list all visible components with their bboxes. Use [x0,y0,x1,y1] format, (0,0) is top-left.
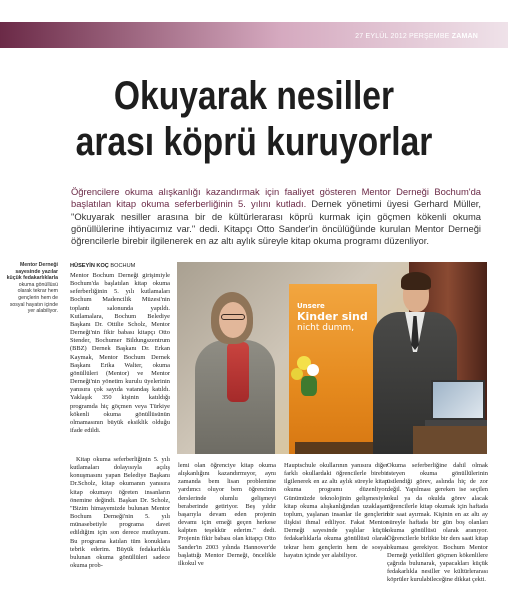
article-column-4 [387,462,488,600]
banner-line-2: Kinder sind [297,310,368,323]
byline-location: BOCHUM [110,263,136,269]
article-paragraph: Mentor Bochum Derneği girişimiyle Bochum'da başlatılan kitap okuma seferberliğinin 5. yılı kutlamaları Bochum Madencilik Müzesi'nin toplantı salonunda yapıldı. Kutlamalara, Bochum Belediye Başkanı Dr. Ottilie Scholz, Mentor Derneği'nin fikir babası kitapçı Otto Stender, Bochumer Bildungszentrum (BBZ) Dernek Başkanı Dr. Erkan Kaymak, Mentor Bochum Dernek Başkanı Erika Walter, okuma gönüllüleri (Mentor) ve Mentor Derneği'nin yönetim kurulu üyelerinin yanısıra çok sayıda vatandaş katıldı. Yaklaşık 350 kişinin katıldığı programda hiç göçmen veya Türkiye kökenli okuma gönüllüsünün olmamasının büyük eksiklik olduğu ifade edildi. [70,272,170,434]
article-paragraph: Hauptschule okullarının yanısıra diğer farklı okullardaki öğrencilerle birebir ilgilenerek en az altı aylık süreyle kitap okuma programı düzenliyor. Günümüzde teknolojinin gelişmesiyle kitap okuma alışkanlığından uzaklaşan toplum, yaşlanan insanlar ile gençlerin ilişkisi ihmal ediliyor. Fakat Mentor Derneği sayesinde yaşlılar küçük fedakarlıklarla okuma gönüllüsü olarak tekrar hem gençlerin hem de sosyal hayatın içinde yer alabiliyor. [284,462,388,559]
headline-line-2: arası köprü kuruyorlar [75,120,433,164]
issue-date [355,33,478,40]
byline [70,263,135,269]
article-paragraph: Okuma seferberliğine dahil olmak isteyen okuma gönüllülerinin üstlendiği görev, aslında hiç de zor değil. Yapılması gereken ise seçilen okul ya da okulda görev alacak öğrencilerle kitap okumak için haftada bir saat ayırmak. Kişinin en az altı ay süreyle haftada bir gün boş olanları okuma gönüllüsü olarak aranıyor. Öğrencilerle birlikte bir ders saati kitap okuması gerekiyor. Bochum Mentor Derneği yetkilileri göçmen kökenlilere çağrıda bulunarak, yapacakları küçük fedakarlıkla nesiller ve kültürlerarası köprüler kurulabileceğine dikkat çekti. [387,462,488,584]
article-paragraph: Kitap okuma seferberliğinin 5. yılı kutlamaları dolayısıyla açılış konuşmasını yapan Belediye Başkanı Dr.Scholz, kitap okumanın yanısıra kitap okumayı öğreten insanların önemine değindi. Başkan Dr. Scholz, "Bizim himayemizde bulunan Mentor Bochum Derneği'nin 5. yılı münasebetiyle programa davet edildiğim için son derece mutluyum. Bu programa katılan tüm konuklara tebrik ederim. Büyük fedakarlıkla bulunan okuma gönüllüleri sadece okuma prob- [70,456,170,570]
byline-author: HÜSEYİN KOÇ [70,263,109,269]
banner-text [297,302,373,334]
lead-rest: Dernek yönetimi üyesi Gerhard Müller, "Okuyarak nesiller arasına bir de kültürlerarası köprü kurmak için göçmen kökenli okuma gönüllülerine ihtiyacımız var." dedi. Kitapçı Otto Sander'in öncülüğünde kurulan Mentor Derneği öğrencilerle birebir ilgilenerek en az altı aylık süreyle kitap okuma programı düzenliyor. [71,198,481,247]
article-paragraph: lemi olan öğrenciye kitap okuma alışkanlığını kazandırmıyor, aynı zamanda bem lisan problemine yardımcı oluyor bem öğrencinin derslerinde olumlu gelişmeyi beraberinde getiriyor. Beş yıldır başarıyla devam eden projenin devamı için emeği geçen herkese kalpten teşekkür ederim." dedi. Projenin fikir babası olan kitapçı Otto Sander'in 2003 yılında Hannover'de başlattığı Mentor Derneği, öncelikle ilkokul ve [178,462,276,567]
woman-glasses [221,314,245,320]
article-column-1-top [70,272,170,456]
woman-face [219,302,247,338]
lead-paragraph [71,186,481,247]
article-column-3 [284,462,388,600]
woman-scarf [227,342,249,402]
banner-line-1: Unsere [297,302,325,310]
photo-stand [295,442,375,454]
headline-line-1: Okuyarak nesiller [113,74,395,118]
article-column-2 [178,462,276,600]
banner-line-3: nicht dumm, [297,323,355,333]
caption-bold: Mentor Derneği sayesinde yazılar küçük fedakarlıklarla [6,262,58,282]
newspaper-brand: ZAMAN [451,33,478,40]
date-text: 27 EYLÜL 2012 PERŞEMBE [355,33,450,40]
laptop-base [425,420,487,426]
photo-caption [4,262,58,315]
article-photo [177,262,487,454]
article-column-1-bottom [70,456,170,600]
caption-rest: okuma gönüllüsü olarak tekrar hem gençlerin hem de sosyal hayatın içinde yer alabiliyor. [9,281,58,315]
laptop-icon [431,380,485,420]
table [413,426,487,454]
man-hair [401,272,431,290]
lead-highlight: Öğrencilere okuma alışkanlığı kazandırmak için faaliyet gösteren Mentor Derneği Bochum'da başlatılan kitap okuma seferberliğinin 5. yılını kutladı. [71,186,481,210]
flower-bouquet [287,352,327,402]
